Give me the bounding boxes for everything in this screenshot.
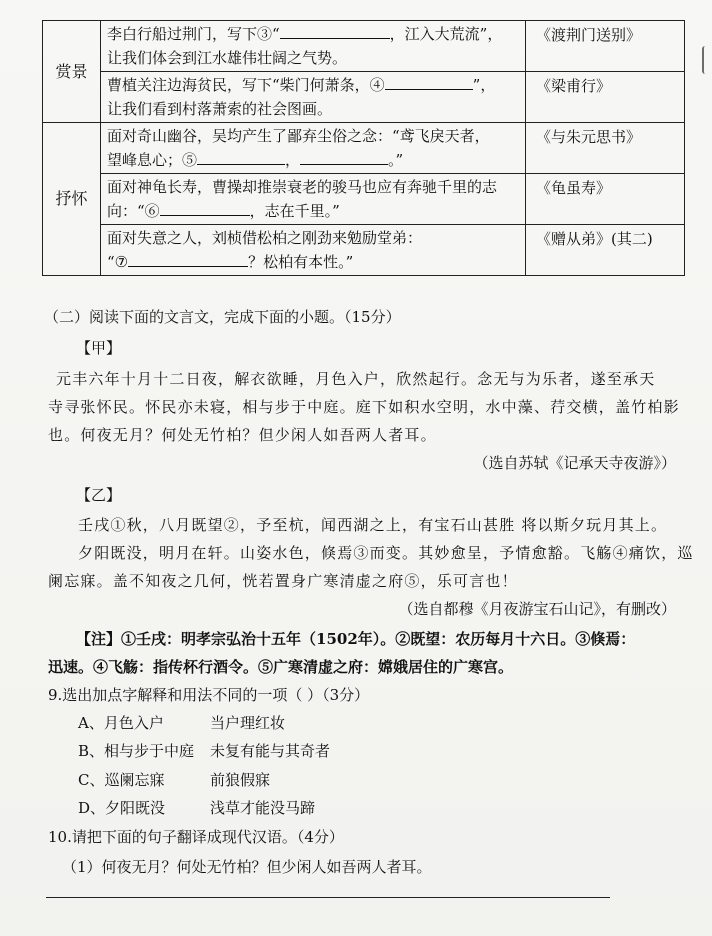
- fill-blank[interactable]: [300, 148, 388, 165]
- content-cell: [101, 21, 526, 72]
- content-cell: [101, 72, 526, 123]
- content-text: 。”: [388, 151, 404, 169]
- content-text: 面对神龟长寿，曹操却推崇衰老的骏马也应有奔驰千里的志: [107, 178, 498, 196]
- source-cell: 《龟虽寿》: [526, 174, 685, 225]
- content-text: 让我们看到村落萧索的社会图画。: [107, 100, 333, 118]
- yi-label: 【乙】: [76, 486, 122, 504]
- table-row: [43, 123, 685, 174]
- poem-fill-table: [42, 20, 685, 276]
- q9-option-c[interactable]: [78, 769, 270, 790]
- content-text: 向：“⑥: [107, 202, 160, 220]
- q9-option-b[interactable]: [78, 740, 330, 761]
- q9-option-d-key: D、夕阳既没: [78, 799, 166, 817]
- yi-source: （选自都穆《月夜游宝石山记》，有删改）: [398, 600, 676, 618]
- jia-line-1: 元丰六年十月十二日夜，解衣欲睡，月色入户，欣然起行。念无与为乐者，遂至承天: [56, 370, 656, 388]
- notes-line-2: 迅速。④飞觞：指传杯行酒令。⑤广寒清虚之府：嫦娥居住的广寒宫。: [48, 658, 514, 676]
- content-line: [107, 97, 519, 121]
- content-text: 面对失意之人，刘桢借松柏之刚劲来勉励堂弟：: [107, 229, 423, 247]
- fill-blank[interactable]: [385, 73, 473, 90]
- content-text: 面对奇山幽谷，吴均产生了鄙弃尘俗之念：“鸢飞戾天者，: [107, 127, 490, 145]
- q10-sub-1: （1）何夜无月？何处无竹柏？但少闲人如吾两人者耳。: [62, 858, 432, 876]
- q9-option-c-key: C、巡阑忘寐: [78, 771, 165, 789]
- content-text: ，江入大荒流”，: [389, 25, 503, 43]
- fill-blank[interactable]: [128, 250, 248, 267]
- q9-option-a-key: A、月色入户: [78, 714, 164, 732]
- q9-stem: 9.选出加点字解释和用法不同的一项（ ）（3分）: [48, 686, 370, 704]
- q9-option-d[interactable]: [78, 797, 315, 818]
- jia-label: 【甲】: [76, 339, 122, 357]
- content-text: ”，: [472, 76, 496, 94]
- binding-mark: [702, 46, 710, 74]
- table-row: [43, 21, 685, 72]
- content-line: [107, 199, 519, 223]
- content-text: 让我们体会到江水雄伟壮阔之气势。: [107, 49, 348, 67]
- table-row: [43, 174, 685, 225]
- jia-line-2: 寺寻张怀民。怀民亦未寝，相与步于中庭。庭下如积水空明，水中藻、荇交横，盖竹柏影: [48, 398, 680, 416]
- q9-option-b-value: 未复有能与其奇者: [210, 742, 331, 760]
- content-line: [107, 22, 519, 46]
- source-cell: 《梁甫行》: [526, 72, 685, 123]
- q9-option-a-value: 当户理红妆: [210, 714, 286, 732]
- q10-stem: 10.请把下面的句子翻译成现代汉语。（4分）: [48, 828, 344, 846]
- yi-line-2: 夕阳既没，明月在轩。山姿水色，倏焉③而变。其妙愈呈，予情愈豁。飞觞④痛饮，巡: [78, 544, 694, 562]
- fill-blank[interactable]: [197, 148, 285, 165]
- content-line: [107, 175, 519, 199]
- q9-option-d-value: 浅草才能没马蹄: [210, 799, 316, 817]
- yi-line-1: 壬戌①秋，八月既望②，予至杭，闻西湖之上，有宝石山甚胜 将以斯夕玩月其上。: [78, 516, 668, 534]
- fill-blank[interactable]: [280, 22, 390, 39]
- content-text: 曹植关注边海贫民，写下“柴门何萧条，④: [107, 76, 385, 94]
- yi-line-3: 阑忘寐。盖不知夜之几何，恍若置身广寒清虚之府⑤，乐可言也！: [48, 572, 518, 590]
- content-line: [107, 250, 519, 274]
- fill-blank[interactable]: [160, 199, 250, 216]
- content-line: [107, 226, 519, 250]
- table-row: [43, 72, 685, 123]
- source-cell: 《渡荆门送别》: [526, 21, 685, 72]
- source-cell: 《赠从弟》(其二): [526, 225, 685, 276]
- content-text: ，: [285, 151, 301, 169]
- content-text: 望峰息心；⑤: [107, 151, 198, 169]
- content-cell: [101, 123, 526, 174]
- content-line: [107, 124, 519, 148]
- q9-option-b-key: B、相与步于中庭: [78, 742, 195, 760]
- content-line: [107, 46, 519, 70]
- content-text: 李白行船过荆门，写下③“: [107, 25, 280, 43]
- content-text: ，志在千里。”: [249, 202, 340, 220]
- source-cell: 《与朱元思书》: [526, 123, 685, 174]
- content-text: ？松柏有本性。”: [248, 253, 354, 271]
- notes-line-1: 【注】①壬戌：明孝宗弘治十五年（1502年）。②既望：农历每月十六日。③倏焉：: [76, 630, 636, 648]
- category-cell: 抒怀: [43, 123, 101, 276]
- category-cell: 赏景: [43, 21, 101, 123]
- q9-option-a[interactable]: [78, 712, 285, 733]
- section-title: （二）阅读下面的文言文，完成下面的小题。（15分）: [44, 308, 401, 326]
- content-line: [107, 148, 519, 172]
- jia-line-3: 也。何夜无月？何处无竹柏？但少闲人如吾两人者耳。: [48, 426, 437, 444]
- content-line: [107, 73, 519, 97]
- content-cell: [101, 174, 526, 225]
- jia-source: （选自苏轼《记承天寺夜游》）: [473, 454, 676, 472]
- table-row: [43, 225, 685, 276]
- answer-line[interactable]: [46, 897, 610, 898]
- content-cell: [101, 225, 526, 276]
- content-text: “⑦: [107, 253, 129, 271]
- q9-option-c-value: 前狼假寐: [210, 771, 271, 789]
